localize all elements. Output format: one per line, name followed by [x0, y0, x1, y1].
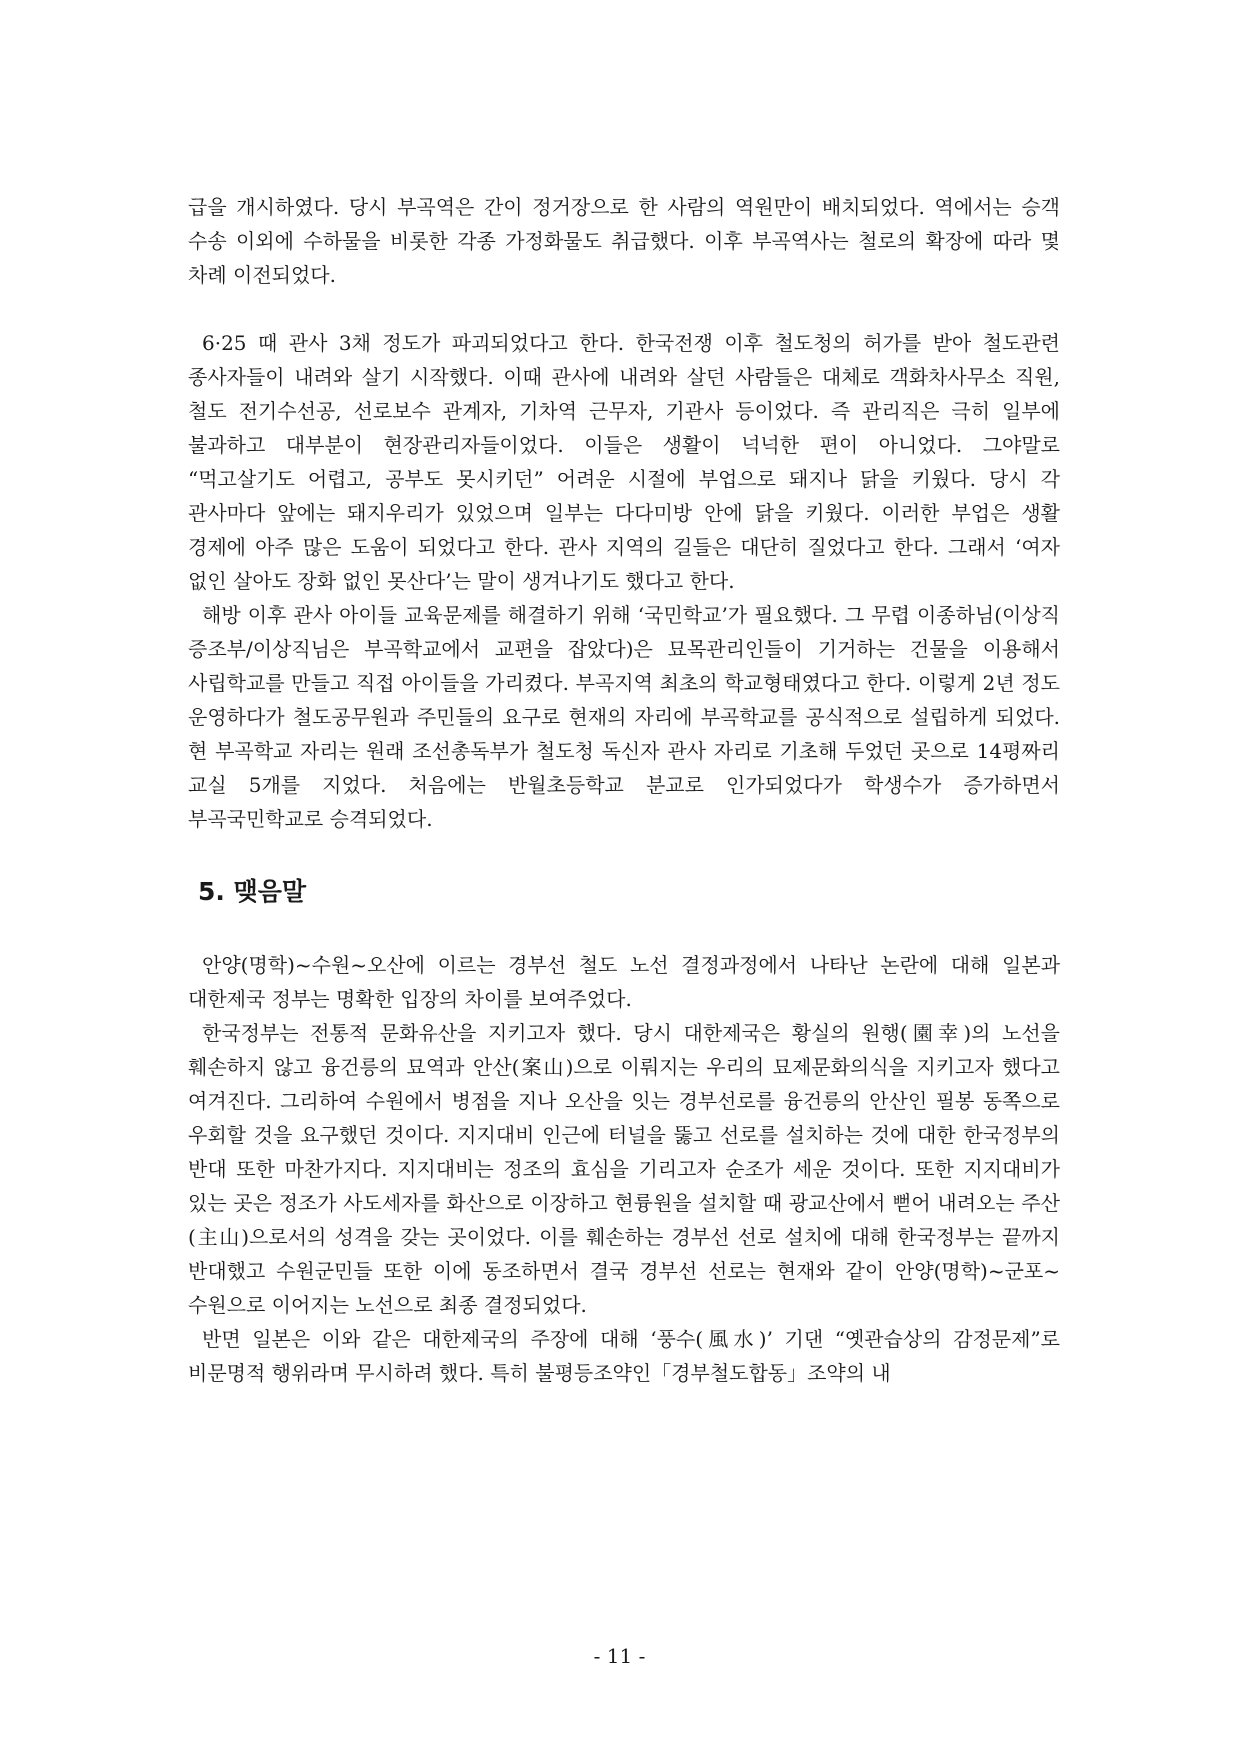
paragraph-conclusion-intro: 안양(명학)~수원~오산에 이르는 경부선 철도 노선 결정과정에서 나타난 논란에 대해 일본과 대한제국 정부는 명확한 입장의 차이를 보여주었다. [188, 953, 1060, 1011]
paragraph-korean-government: 한국정부는 전통적 문화유산을 지키고자 했다. 당시 대한제국은 황실의 원행(園幸)의 노선을 훼손하지 않고 융건릉의 묘역과 안산(案山)으로 이뤄지는 우리의 묘제문화의식을 지키고자 했다고 여겨진다. 그리하여 수원에서 병점을 지나 오산을 잇는 경부선로를 융건릉의 안산인 필봉 동쪽으로 우회할 것을 요구했던 것이다. 지지대비 인근에 터널을 뚫고 선로를 설치하는 것에 대한 한국정부의 반대 또한 마찬가지다. 지지대비는 정조의 효심을 기리고자 순조가 세운 것이다. 또한 지지대비가 있는 곳은 정조가 사도세자를 화산으로 이장하고 현륭원을 설치할 때 광교산에서 뻗어 내려오는 주산(主山)으로서의 성격을 갖는 곳이었다. 이를 훼손하는 경부선 선로 설치에 대해 한국정부는 끝까지 반대했고 수원군민들 또한 이에 동조하면서 결국 경부선 선로는 현재와 같이 안양(명학)~군포~수원으로 이어지는 노선으로 최종 결정되었다. [188, 1021, 1060, 1317]
paragraph-bugok-school: 해방 이후 관사 아이들 교육문제를 해결하기 위해 ‘국민학교’가 필요했다. 그 무렵 이종하님(이상직 증조부/이상직님은 부곡학교에서 교편을 잡았다)은 묘목관리인들이 기거하는 건물을 이용해서 사립학교를 만들고 직접 아이들을 가리켰다. 부곡지역 최초의 학교형태였다고 한다. 이렇게 2년 정도 운영하다가 철도공무원과 주민들의 요구로 현재의 자리에 부곡학교를 공식적으로 설립하게 되었다. 현 부곡학교 자리는 원래 조선총독부가 철도청 독신자 관사 자리로 기초해 두었던 곳으로 14평짜리 교실 5개를 지었다. 처음에는 반월초등학교 분교로 인가되었다가 학생수가 증가하면서 부곡국민학교로 승격되었다. [188, 603, 1060, 831]
paragraph-station-history: 급을 개시하였다. 당시 부곡역은 간이 정거장으로 한 사람의 역원만이 배치되었다. 역에서는 승객 수송 이외에 수하물을 비롯한 각종 가정화물도 취급했다. 이후 부곡역사는 철로의 확장에 따라 몇 차례 이전되었다. [188, 195, 1060, 287]
section-heading-conclusion: 5. 맺음말 [198, 877, 307, 906]
paragraph-spacer [188, 292, 1060, 326]
paragraph-japanese-position: 반면 일본은 이와 같은 대한제국의 주장에 대해 ‘풍수(風水)’ 기댄 “옛관습상의 감정문제”로 비문명적 행위라며 무시하려 했다. 특히 불평등조약인「경부철도합동」조약의 내 [188, 1327, 1060, 1385]
page-body [188, 190, 1060, 1390]
paragraph-railway-housing: 6·25 때 관사 3채 정도가 파괴되었다고 한다. 한국전쟁 이후 철도청의 허가를 받아 철도관련 종사자들이 내려와 살기 시작했다. 이때 관사에 내려와 살던 사람들은 대체로 객화차사무소 직원, 철도 전기수선공, 선로보수 관계자, 기차역 근무자, 기관사 등이었다. 즉 관리직은 극히 일부에 불과하고 대부분이 현장관리자들이었다. 이들은 생활이 넉넉한 편이 아니었다. 그야말로 “먹고살기도 어렵고, 공부도 못시키던” 어려운 시절에 부업으로 돼지나 닭을 키웠다. 당시 각 관사마다 앞에는 돼지우리가 있었으며 일부는 다다미방 안에 닭을 키웠다. 이러한 부업은 생활 경제에 아주 많은 도움이 되었다고 한다. 관사 지역의 길들은 대단히 질었다고 한다. 그래서 ‘여자 없인 살아도 장화 없인 못산다’는 말이 생겨나기도 했다고 한다. [188, 331, 1060, 593]
page-number: - 11 - [593, 1644, 646, 1668]
